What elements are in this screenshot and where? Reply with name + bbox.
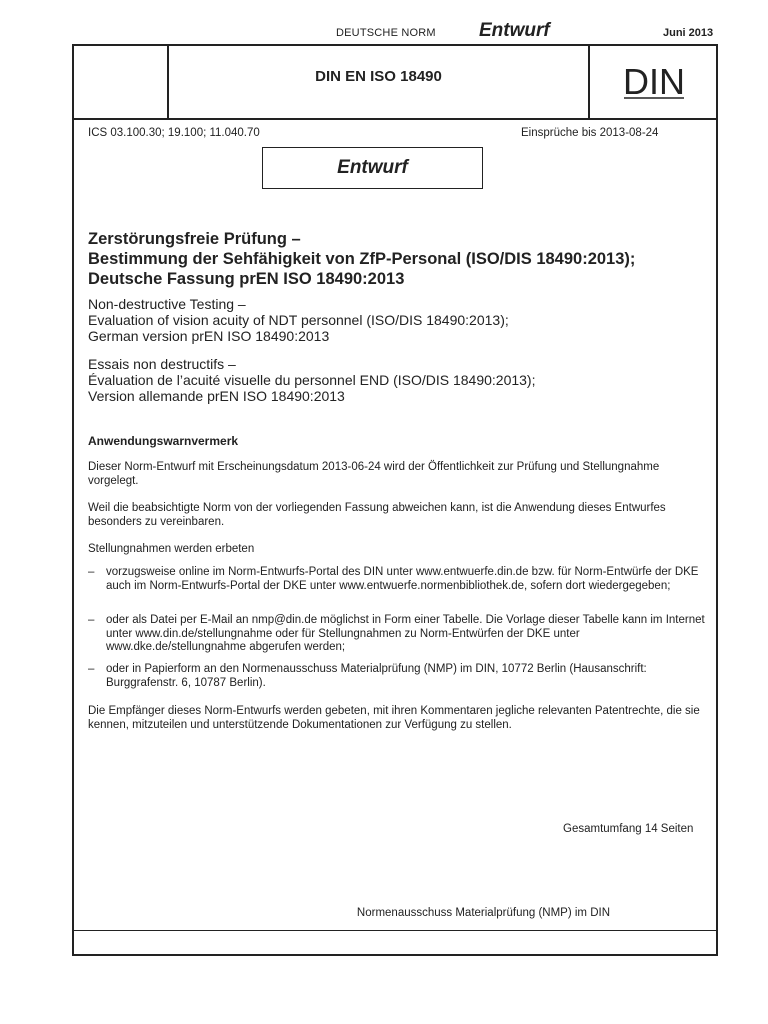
footer-divider [72,930,718,931]
title-english [88,296,708,344]
warning-paragraph: Weil die beabsichtigte Norm von der vorliegenden Fassung abweichen kann, ist die Anwendung dieses Entwurfes besonders zu vereinbaren. [88,502,666,528]
warning-heading: Anwendungswarnvermerk [88,434,239,448]
comment-option-text: oder als Datei per E-Mail an nmp@din.de möglichst in Form einer Tabelle. Die Vorlage dieser Tabelle kann im Internet unter www.din.de/stellungnahme oder für Stellungnahmen zu Norm-Entwürfen der DKE unter www.dke.de/stellungnahme abgerufen werden; [106,614,705,653]
bullet-dash: – [88,566,95,578]
title-french [88,356,708,404]
title-fr-line: Essais non destructifs – [88,356,236,372]
bullet-dash: – [88,614,95,626]
header-cell-divider-right [588,44,590,119]
draft-box: Entwurf [262,147,483,189]
ics-codes: ICS 03.100.30; 19.100; 11.040.70 [88,127,260,139]
title-en-line: Non-destructive Testing – [88,296,246,312]
bullet-dash: – [88,663,95,675]
comment-option-text: oder in Papierform an den Normenausschuss Materialprüfung (NMP) im DIN, 10772 Berlin (Hausanschrift: Burggrafenstr. 6, 10787 Berlin). [106,663,647,689]
title-de-line: Bestimmung der Sehfähigkeit von ZfP-Personal (ISO/DIS 18490:2013); [88,250,636,268]
patent-notice: Die Empfänger dieses Norm-Entwurfs werden gebeten, mit ihren Kommentaren jegliche relevanten Patentrechte, die sie kennen, mitzuteilen und unterstützende Dokumentationen zur Verfügung zu stellen. [88,705,700,731]
draft-header-label: Entwurf [479,20,550,41]
norm-type-label: DEUTSCHE NORM [336,27,436,39]
objection-deadline: Einsprüche bis 2013-08-24 [521,127,659,139]
publication-date: Juni 2013 [663,27,714,39]
title-en-line: Evaluation of vision acuity of NDT personnel (ISO/DIS 18490:2013); [88,312,509,328]
comment-option-text: vorzugsweise online im Norm-Entwurfs-Portal des DIN unter www.entwuerfe.din.de bzw. für Norm-Entwürfe der DKE auch im Norm-Entwurfs-Portal der DKE unter www.entwuerfe.normenbibliothek.de, sofern dort wiedergegeben; [106,566,699,592]
svg-text:DIN: DIN [623,63,685,99]
document-number: DIN EN ISO 18490 [315,68,442,85]
total-pages: Gesamtumfang 14 Seiten [563,823,694,835]
title-de-line: Deutsche Fassung prEN ISO 18490:2013 [88,270,405,288]
warning-paragraph: Dieser Norm-Entwurf mit Erscheinungsdatum 2013-06-24 wird der Öffentlichkeit zur Prüfung und Stellungnahme vorgelegt. [88,461,660,487]
din-logo-icon [622,63,686,99]
title-de-line: Zerstörungsfreie Prüfung – [88,230,301,248]
title-fr-line: Version allemande prEN ISO 18490:2013 [88,388,345,404]
title-fr-line: Évaluation de l’acuité visuelle du personnel END (ISO/DIS 18490:2013); [88,372,536,388]
title-en-line: German version prEN ISO 18490:2013 [88,328,330,344]
comments-intro: Stellungnahmen werden erbeten [88,543,255,555]
committee-footer: Normenausschuss Materialprüfung (NMP) im DIN [356,907,610,919]
title-german [88,229,708,289]
